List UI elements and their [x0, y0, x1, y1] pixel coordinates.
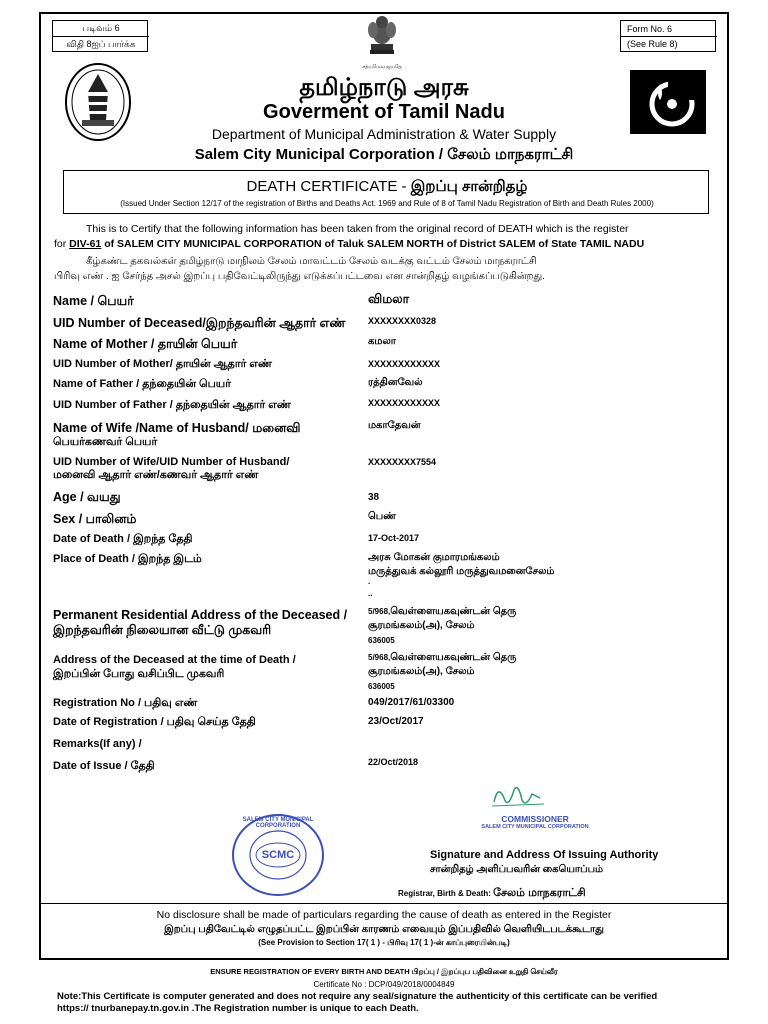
field-uid-spouse-label-tamil: மனைவி ஆதார் எண்/கணவர் ஆதார் எண் [53, 469, 259, 481]
field-place-of-death-value-4: .. [368, 589, 373, 598]
footer-note-1: Note:This Certificate is computer generated and does not require any seal/signature the authenticity of this certificate can be verified [57, 991, 658, 1002]
field-current-address-pincode: 636005 [368, 682, 395, 691]
field-registration-no-label: Registration No / பதிவு எண் [53, 697, 198, 709]
field-date-of-registration-label: Date of Registration / பதிவு செய்த தேதி [53, 716, 256, 728]
field-sex-value: பெண் [368, 511, 396, 522]
form-no-box [620, 20, 716, 52]
intro-line1: This is to Certify that the following information has been taken from the original record of DEATH which is the register [86, 223, 629, 235]
disclosure-en: No disclosure shall be made of particulars regarding the cause of death as entered in the Register [156, 909, 612, 921]
rule-tamil: விதி 8ஐப் பார்க்க [66, 39, 136, 49]
corporation-name: Salem City Municipal Corporation / சேலம் மாநகராட்சி [194, 146, 574, 163]
seal-ring-text: SALEM CITY MUNICIPAL CORPORATION [242, 817, 314, 829]
field-place-of-death-label: Place of Death / இறந்த இடம் [53, 553, 202, 565]
field-permanent-address-label-tamil: இறந்தவரின் நிலையான வீட்டு முகவரி [53, 623, 272, 637]
intro-tamil-line1: கீழ்கண்ட தகவல்கள் தமிழ்நாடு மாநிலம் சேலம் மாவட்டம் சேலம் வடக்கு வட்டம் சேலம் மாநகராட்சி [86, 256, 537, 267]
field-current-address-label-tamil: இறப்பின் போது வசிப்பிட முகவரி [53, 668, 225, 680]
intro-tamil-line2: பிரிவு எண் . ஐ சேர்ந்த அசல் இறப்பு பதிவேட்டிலிருந்து எடுக்கப்பட்டவை என சான்றிதழ் வழங்கப்படுகின்றது. [54, 271, 545, 282]
issued-note: (Issued Under Section 12/17 of the registration of Births and Deaths Act. 1969 and Rule of 8 of Tamil Nadu Registration of Birth and Death Rules 2000) [120, 199, 654, 208]
field-permanent-address-pincode: 636005 [368, 636, 395, 645]
field-date-of-death-label: Date of Death / இறந்த தேதி [53, 533, 193, 545]
form-no: Form No. 6 [627, 24, 673, 34]
field-uid-mother-value: XXXXXXXXXXXX [368, 359, 441, 369]
field-current-address-value: 5/968,வெள்ளையகவுண்டன் தெரு [368, 652, 517, 663]
emblem-motto: சத்யமேவ ஜயதே [362, 64, 402, 70]
field-permanent-address-label: Permanent Residential Address of the Deceased / [53, 608, 348, 622]
field-father-value: ரத்தினவேல் [368, 377, 423, 388]
field-date-of-issue-value: 22/Oct/2018 [368, 757, 419, 767]
field-date-of-death-value: 17-Oct-2017 [368, 533, 420, 543]
field-mother-label: Name of Mother / தாயின் பெயர் [53, 337, 238, 351]
department: Department of Municipal Administration & Water Supply [211, 126, 557, 142]
field-remarks-label: Remarks(If any) / [53, 738, 142, 750]
field-uid-father-value: XXXXXXXXXXXX [368, 398, 441, 408]
national-emblem [362, 8, 402, 72]
field-name-value: விமலா [368, 292, 410, 306]
field-spouse-value: மகாதேவன் [368, 420, 421, 431]
field-permanent-address-value: 5/968,வெள்ளையகவுண்டன் தெரு [368, 606, 517, 617]
field-mother-value: கமலா [368, 336, 396, 347]
field-registration-no-value: 049/2017/61/03300 [368, 697, 455, 708]
signature-authority-ta: சான்றிதழ் அளிப்பவரின் கையொப்பம் [430, 864, 604, 875]
disclosure-provision: (See Provision to Section 17( 1 ) - பிரிவு 17( 1 )-ன் காப்புரையின்படி) [258, 938, 510, 947]
field-permanent-address-value-2: சூரமங்கலம்(அ), சேலம் [368, 620, 475, 631]
field-spouse-label-tamil: பெயர்கணவர் பெயர் [53, 436, 158, 448]
field-date-of-registration-value: 23/Oct/2017 [368, 716, 424, 727]
see-rule: (See Rule 8) [627, 39, 678, 49]
field-spouse-label: Name of Wife /Name of Husband/ மனைவி [53, 421, 301, 435]
field-uid-spouse-label: UID Number of Wife/UID Number of Husband/ [53, 456, 290, 468]
registrar-line: Registrar, Birth & Death: சேலம் மாநகராட்சி [398, 887, 586, 899]
field-uid-deceased-label: UID Number of Deceased/இறந்தவரின் ஆதார் எண் [53, 316, 346, 330]
footer-ensure: ENSURE REGISTRATION OF EVERY BIRTH AND DEATH பிறப்பு / இறப்புப பதிவினை உறுதி செய்வீர [210, 967, 558, 976]
english-title: Goverment of Tamil Nadu [263, 101, 505, 123]
field-name-label: Name / பெயர் [53, 294, 134, 308]
field-place-of-death-value-2: மருத்துவக் கல்லூரி மருத்துவமனைசேலம் [368, 566, 555, 577]
form-no-tamil: படிவம் 6 [82, 23, 120, 33]
field-uid-mother-label: UID Number of Mother/ தாயின் ஆதார் எண் [53, 358, 272, 370]
field-place-of-death-value-3: . [368, 577, 371, 586]
corporation-seal [230, 813, 326, 897]
field-current-address-label: Address of the Deceased at the time of Death / [53, 654, 296, 666]
field-date-of-issue-label: Date of Issue / தேதி [53, 760, 155, 772]
field-uid-deceased-value: XXXXXXXX0328 [368, 316, 437, 326]
certificate-title: DEATH CERTIFICATE - இறப்பு சான்றிதழ் [246, 178, 528, 195]
footer-certificate-no: Certificate No : DCP/049/2018/0004849 [313, 980, 455, 989]
signature-authority-en: Signature and Address Of Issuing Authority [430, 849, 659, 861]
disclosure-ta: இறப்பு பதிவேட்டில் எழுதப்பட்ட இறப்பின் காரணம் எவையும் இப்பதிவில் வெளியிடபடக்கூடாது [164, 924, 604, 935]
field-father-label: Name of Father / தந்தையின் பெயர் [53, 378, 231, 390]
field-sex-label: Sex / பாலினம் [53, 512, 137, 526]
form-no-tamil-box [52, 20, 148, 52]
disclosure-divider [40, 903, 728, 904]
commissioner-title: COMMISSIONER [501, 814, 569, 824]
field-age-value: 38 [368, 492, 380, 503]
field-uid-spouse-value: XXXXXXXX7554 [368, 457, 437, 467]
tamil-title: தமிழ்நாடு அரசு [299, 74, 469, 101]
commissioner-org: SALEM CITY MUNICIPAL CORPORATION [481, 824, 589, 830]
seal-center-text: SCMC [261, 849, 295, 861]
field-place-of-death-value: அரசு மோகன் குமாரமங்கலம் [368, 552, 500, 563]
field-age-label: Age / வயது [53, 490, 121, 504]
field-uid-father-label: UID Number of Father / தந்தையின் ஆதார் எண் [53, 399, 291, 411]
footer-note-2: https:// tnurbanepay.tn.gov.in .The Registration number is unique to each Death. [57, 1003, 419, 1014]
field-current-address-value-2: சூரமங்கலம்(அ), சேலம் [368, 666, 475, 677]
certificate-title-box [63, 170, 709, 214]
intro-line2: for DIV-61 of SALEM CITY MUNICIPAL CORPORATION of Taluk SALEM NORTH of District SALEM of State TAMIL NADU [54, 238, 645, 250]
